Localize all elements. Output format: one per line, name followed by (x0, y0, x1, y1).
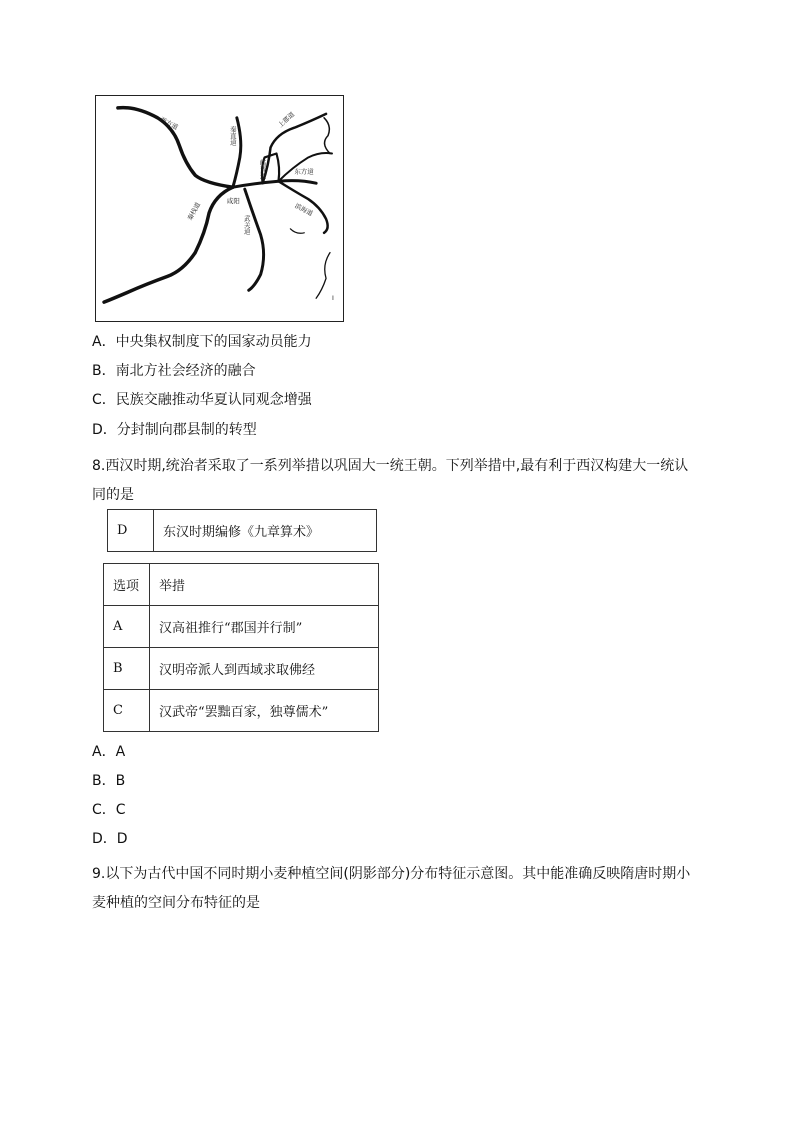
q7-option-a: A．中央集权制度下的国家动员能力 (92, 334, 312, 350)
label-linjin: 临晋道 (258, 159, 267, 179)
q8-option-d: D．D (92, 831, 128, 847)
table-row (108, 510, 377, 552)
east-trunk-road (233, 181, 316, 188)
table-row (104, 606, 379, 648)
q8-option-b: B．B (92, 773, 126, 789)
wuguan-road (242, 189, 264, 290)
table-cell: D (108, 510, 154, 552)
label-xifang: 西方道 (158, 115, 180, 132)
table-cell: A (104, 606, 150, 648)
qinzhan-road (104, 187, 233, 302)
label-qinzhi: 秦直道 (228, 125, 237, 146)
table-row (104, 648, 379, 690)
table-cell: 汉明帝派人到西域求取佛经 (150, 648, 379, 690)
table-header-row (104, 564, 379, 606)
table-header-cell: 举措 (150, 564, 379, 606)
label-dongfang: 东方道 (294, 167, 314, 176)
q7-option-c: C．民族交融推动华夏认同观念增强 (92, 392, 312, 408)
q8-stem: 8.西汉时期,统治者采取了一系列举措以巩固大一统王朝。下列举措中,最有利于西汉构建大一统认同的是 (92, 458, 689, 503)
table-row (104, 690, 379, 732)
coast-line (324, 118, 330, 154)
coast-line-south (316, 253, 330, 299)
q7-option-b: B．南北方社会经济的融合 (92, 363, 256, 379)
table-cell: B (104, 648, 150, 690)
q8-option-c: C．C (92, 802, 126, 818)
label-wuguan: 武关道 (242, 214, 251, 235)
road-map-drawing (96, 96, 343, 321)
q9-stem: 9.以下为古代中国不同时期小麦种植空间(阴影部分)分布特征示意图。其中能准确反映隋唐时期小麦种植的空间分布特征的是 (92, 866, 691, 911)
table-cell: 汉高祖推行“郡国并行制” (150, 606, 379, 648)
table-cell: C (104, 690, 150, 732)
q8-option-d-table (107, 509, 377, 552)
table-cell: 汉武帝“罢黜百家，独尊儒术” (150, 690, 379, 732)
label-shangjun: 上郡道 (276, 110, 297, 130)
label-qinzhan: 秦栈道 (185, 201, 203, 222)
corner-mark: I (332, 294, 334, 303)
qin-road-map (95, 95, 344, 322)
table-cell: 东汉时期编修《九章算术》 (154, 510, 377, 552)
xifang-road (118, 108, 233, 188)
q8-measures-table (103, 563, 379, 732)
q7-option-d: D．分封制向郡县制的转型 (92, 422, 257, 438)
dongting-line (290, 229, 304, 233)
label-xianyang: 咸阳 (226, 197, 240, 206)
label-binhai: 滨海道 (293, 201, 315, 218)
q8-option-a: A．A (92, 744, 126, 760)
table-header-cell: 选项 (104, 564, 150, 606)
